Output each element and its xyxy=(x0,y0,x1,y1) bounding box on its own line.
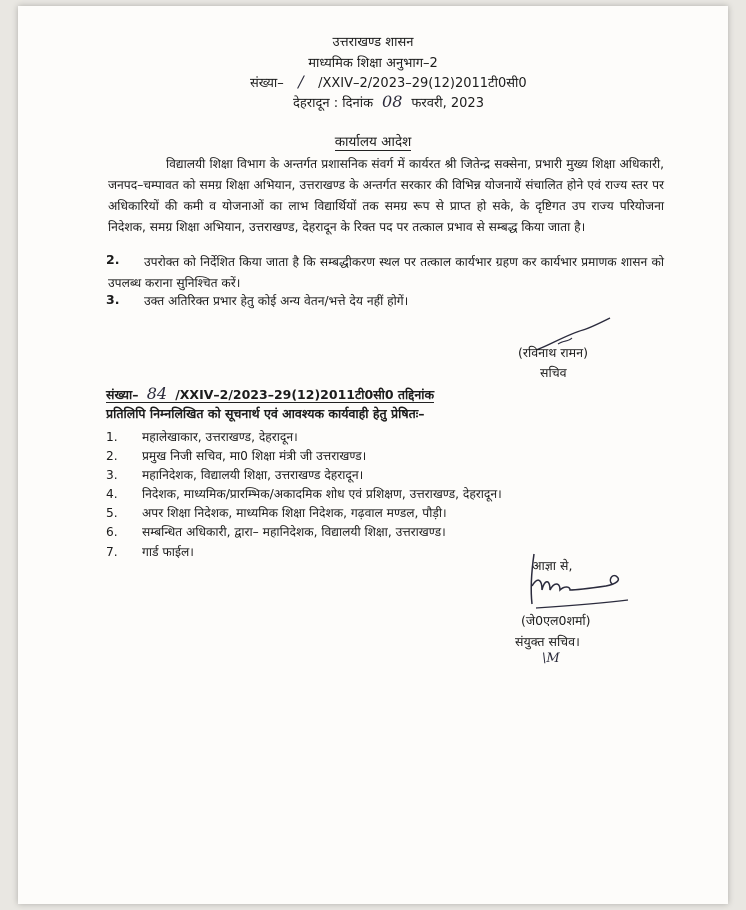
copy-number-underlined xyxy=(106,384,435,403)
order-number-line xyxy=(250,72,527,91)
paragraph-1: विद्यालयी शिक्षा विभाग के अन्तर्गत प्रशासनिक संवर्ग में कार्यरत श्री जितेन्द्र सक्सेना, प्रभारी मुख्य शिक्षा अधिकारी, जनपद–चम्पावत को समग्र शिक्षा अभियान, उत्तराखण्ड के अन्तर्गत सरकार की विभिन्न योजनायें संचालित होने एवं राज्य स्तर पर अधिकारियों की कमी व योजनाओं का लाभ विद्यार्थियों तक समग्र रूप से प्राप्त हो सके, के दृष्टिगत उप राज्य परियोजना निदेशक, समग्र शिक्षा अभियान, उत्तराखण्ड, देहरादून के रिक्त पद पर तत्काल प्रभाव से सम्बद्ध किया जाता है। xyxy=(108,157,664,234)
paragraph-3-number: 3. xyxy=(106,292,120,307)
order-number-handwritten: / xyxy=(298,72,304,91)
copy-list-item-4: 4. निदेशक, माध्यमिक/प्रारम्भिक/अकादमिक शोध एवं प्रशिक्षण, उत्तराखण्ड, देहरादून। xyxy=(106,487,502,501)
copy-list-item-3: 3. महानिदेशक, विद्यालयी शिक्षा, उत्तराखण्ड देहरादून। xyxy=(106,468,364,482)
signature-2-mark xyxy=(516,546,636,616)
copy-list-item-6: 6. सम्बन्धित अधिकारी, द्वारा– महानिदेशक, विद्यालयी शिक्षा, उत्तराखण्ड। xyxy=(106,525,446,539)
paragraph-3: उक्त अतिरिक्त प्रभार हेतु कोई अन्य वेतन/भत्ते देय नहीं होगें। xyxy=(144,294,409,308)
document-page xyxy=(18,6,728,904)
date-handwritten: 08 xyxy=(382,92,403,111)
copy-list-item-5: 5. अपर शिक्षा निदेशक, माध्यमिक शिक्षा निदेशक, गढ़वाल मण्डल, पौड़ी। xyxy=(106,506,447,520)
signatory-2-name: (जे0एल0शर्मा) xyxy=(521,613,591,628)
section-header: माध्यमिक शिक्षा अनुभाग–2 xyxy=(308,56,438,71)
place-date-line xyxy=(293,92,484,111)
order-number-ref: /XXIV–2/2023–29(12)2011टी0सी0 xyxy=(318,76,527,91)
signatory-1-name: (रविनाथ रामन) xyxy=(518,345,588,360)
paragraph-2: उपरोक्त को निर्देशित किया जाता है कि सम्बद्धीकरण स्थल पर तत्काल कार्यभार ग्रहण कर कार्यभार प्रमाणक शासन को उपलब्ध कराना सुनिश्चित करें। xyxy=(108,255,664,290)
copy-number-line xyxy=(106,384,434,403)
copy-intro: प्रतिलिपि निम्नलिखित को सूचनार्थ एवं आवश्यक कार्यवाही हेतु प्रेषितः– xyxy=(106,406,425,421)
place-date-label: देहरादून : दिनांक xyxy=(293,96,374,111)
copy-number-handwritten: 84 xyxy=(146,384,168,403)
order-by-text: आज्ञा से, xyxy=(532,558,573,573)
order-number-label: संख्या– xyxy=(250,76,284,91)
order-title: कार्यालय आदेश xyxy=(334,134,412,150)
copy-list-item-1: 1. महालेखाकार, उत्तराखण्ड, देहरादून। xyxy=(106,430,298,444)
signatory-1-designation: सचिव xyxy=(540,365,567,380)
copy-number-label: संख्या– xyxy=(106,387,139,402)
signatory-2-designation: संयुक्त सचिव। xyxy=(515,634,580,649)
copy-list-item-7: 7. गार्ड फाईल। xyxy=(106,545,194,559)
paragraph-2-number: 2. xyxy=(106,252,120,267)
copy-number-ref: /XXIV–2/2023–29(12)2011टी0सी0 तद्दिनांक xyxy=(175,387,435,402)
signatory-2-initials: \M xyxy=(542,651,560,666)
date-rest: फरवरी, 2023 xyxy=(411,96,484,111)
govt-header: उत्तराखण्ड शासन xyxy=(332,35,414,50)
copy-list-item-2: 2. प्रमुख निजी सचिव, मा0 शिक्षा मंत्री जी उत्तराखण्ड। xyxy=(106,449,367,463)
